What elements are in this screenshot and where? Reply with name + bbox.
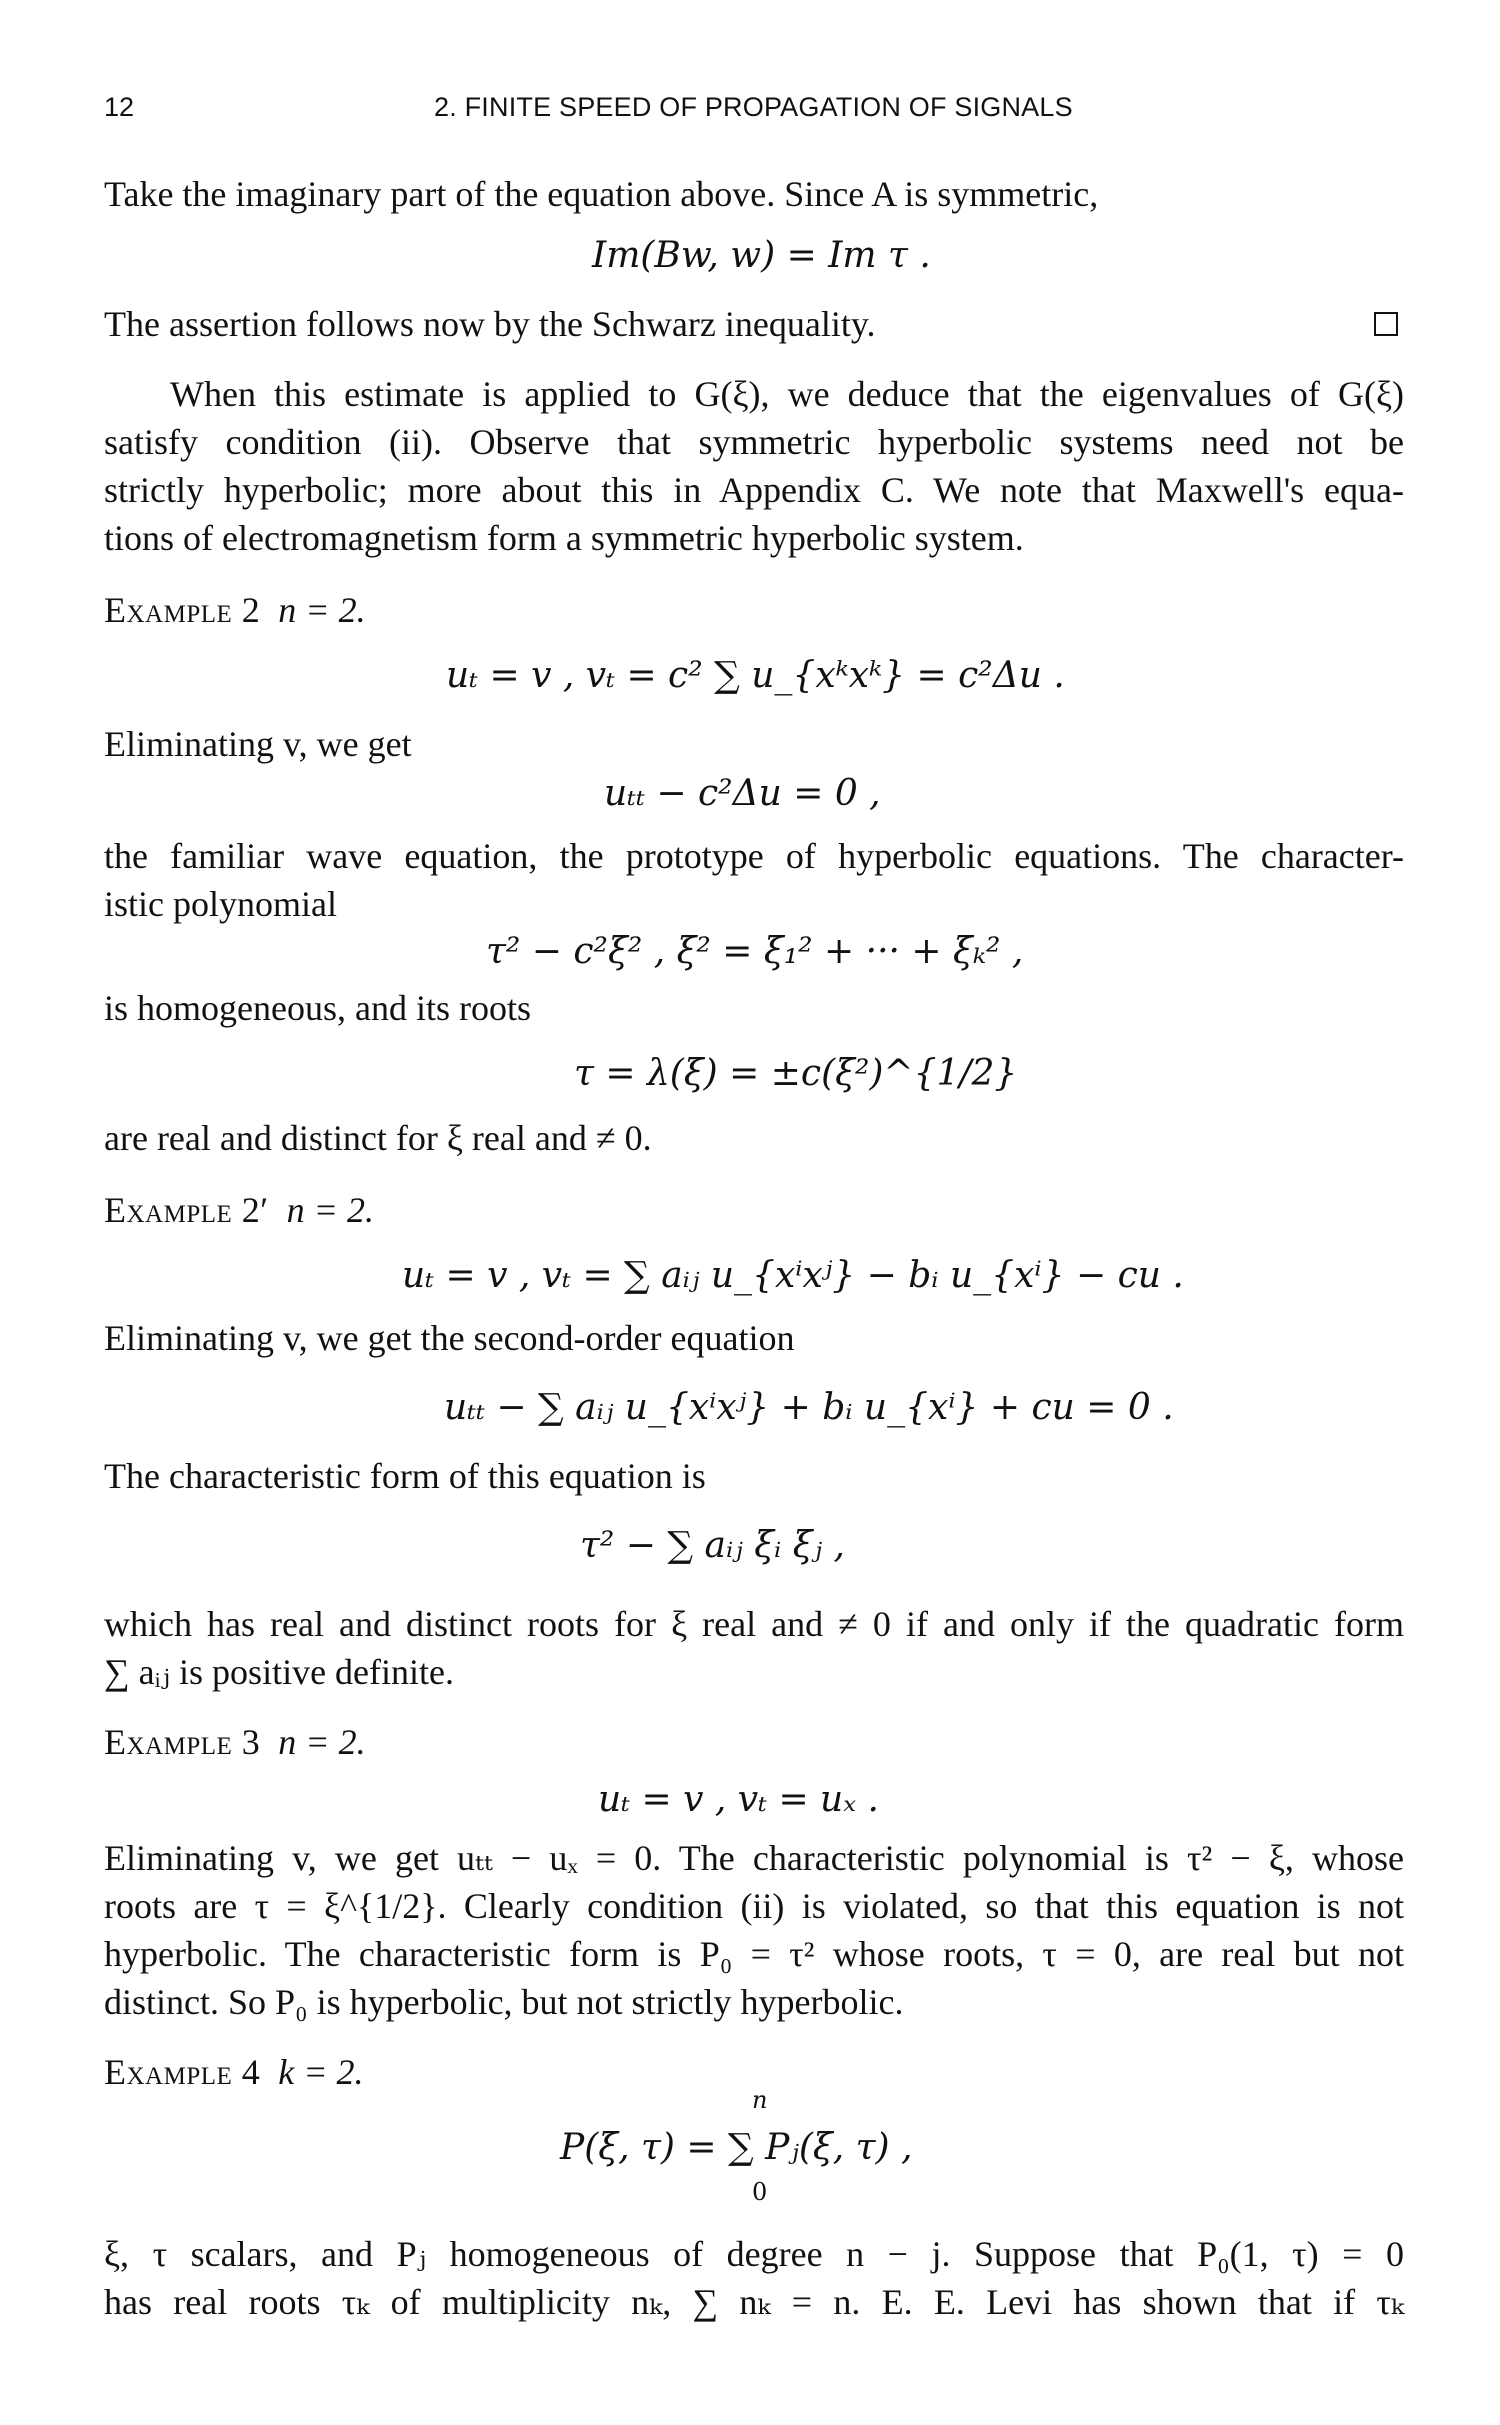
- chapter-title: 2. FINITE SPEED OF PROPAGATION OF SIGNALS: [434, 92, 1073, 122]
- paragraph-line: strictly hyperbolic; more about this in Appendix C. We note that Maxwell's equa-: [104, 470, 1404, 510]
- text-line: the familiar wave equation, the prototype of hyperbolic equations. The character-: [104, 836, 1404, 876]
- example-heading: [104, 590, 366, 630]
- text-line: roots are τ = ξ^{1/2}. Clearly condition (ii) is violated, so that this equation is not: [104, 1886, 1404, 1926]
- equation: P(ξ, τ) = ∑ Pⱼ(ξ, τ) ,: [560, 2127, 913, 2168]
- text-line: ξ, τ scalars, and Pⱼ homogeneous of degree n − j. Suppose that P₀(1, τ) = 0: [104, 2234, 1404, 2274]
- text-line: are real and distinct for ξ real and ≠ 0.: [104, 1118, 652, 1158]
- sum-upper-limit: n: [752, 2086, 768, 2114]
- paragraph-line: tions of electromagnetism form a symmetric hyperbolic system.: [104, 518, 1024, 558]
- equation: τ = λ(ξ) = ±c(ξ²)^{1/2}: [574, 1053, 1018, 1094]
- paragraph-line: satisfy condition (ii). Observe that symmetric hyperbolic systems need not be: [104, 422, 1404, 462]
- text-line: Eliminating v, we get the second-order equation: [104, 1318, 795, 1358]
- example-condition: k = 2.: [278, 2052, 364, 2092]
- text-line: The characteristic form of this equation is: [104, 1456, 706, 1496]
- text-line: The assertion follows now by the Schwarz inequality.: [104, 304, 876, 344]
- equation: uₜₜ − c²Δu = 0 ,: [604, 773, 881, 814]
- equation: uₜₜ − ∑ aᵢⱼ u_{xⁱxʲ} + bᵢ u_{xⁱ} + cu = 0 .: [444, 1387, 1174, 1428]
- equation: τ² − c²ξ² , ξ² = ξ₁² + ··· + ξₖ² ,: [486, 931, 1024, 972]
- example-heading: [104, 1190, 374, 1230]
- text-line: Take the imaginary part of the equation above. Since A is symmetric,: [104, 174, 1099, 214]
- example-heading: [104, 2052, 364, 2092]
- running-header: [104, 92, 1404, 132]
- text-line: which has real and distinct roots for ξ real and ≠ 0 if and only if the quadratic form: [104, 1604, 1404, 1644]
- equation: Im(Bw, w) = Im τ .: [592, 235, 931, 276]
- text-line: is homogeneous, and its roots: [104, 988, 531, 1028]
- text-line: istic polynomial: [104, 884, 337, 924]
- example-label: Example 2′: [104, 1190, 269, 1230]
- text-line: distinct. So P₀ is hyperbolic, but not strictly hyperbolic.: [104, 1982, 904, 2022]
- qed-square-icon: [1374, 312, 1398, 336]
- text-line: has real roots τₖ of multiplicity nₖ, ∑ nₖ = n. E. E. Levi has shown that if τₖ: [104, 2282, 1404, 2322]
- example-condition: n = 2.: [278, 590, 366, 630]
- text-line: hyperbolic. The characteristic form is P₀ = τ² whose roots, τ = 0, are real but not: [104, 1934, 1404, 1974]
- example-condition: n = 2.: [286, 1190, 374, 1230]
- example-condition: n = 2.: [278, 1722, 366, 1762]
- example-label: Example 4: [104, 2052, 261, 2092]
- text-line: Eliminating v, we get: [104, 724, 412, 764]
- sum-lower-limit: 0: [752, 2178, 768, 2206]
- equation: uₜ = v , vₜ = ∑ aᵢⱼ u_{xⁱxʲ} − bᵢ u_{xⁱ} − cu .: [402, 1255, 1184, 1296]
- paragraph-line: When this estimate is applied to G(ξ), we deduce that the eigenvalues of G(ξ): [170, 374, 1404, 414]
- equation: uₜ = v , vₜ = uₓ .: [598, 1779, 879, 1820]
- example-heading: [104, 1722, 366, 1762]
- text-line: Eliminating v, we get uₜₜ − uₓ = 0. The characteristic polynomial is τ² − ξ, whose: [104, 1838, 1404, 1878]
- example-label: Example 2: [104, 590, 261, 630]
- equation: uₜ = v , vₜ = c² ∑ u_{xᵏxᵏ} = c²Δu .: [446, 655, 1065, 696]
- equation: τ² − ∑ aᵢⱼ ξᵢ ξⱼ ,: [580, 1525, 845, 1566]
- text-line: ∑ aᵢⱼ is positive definite.: [104, 1652, 454, 1692]
- page-number: 12: [104, 92, 135, 122]
- example-label: Example 3: [104, 1722, 261, 1762]
